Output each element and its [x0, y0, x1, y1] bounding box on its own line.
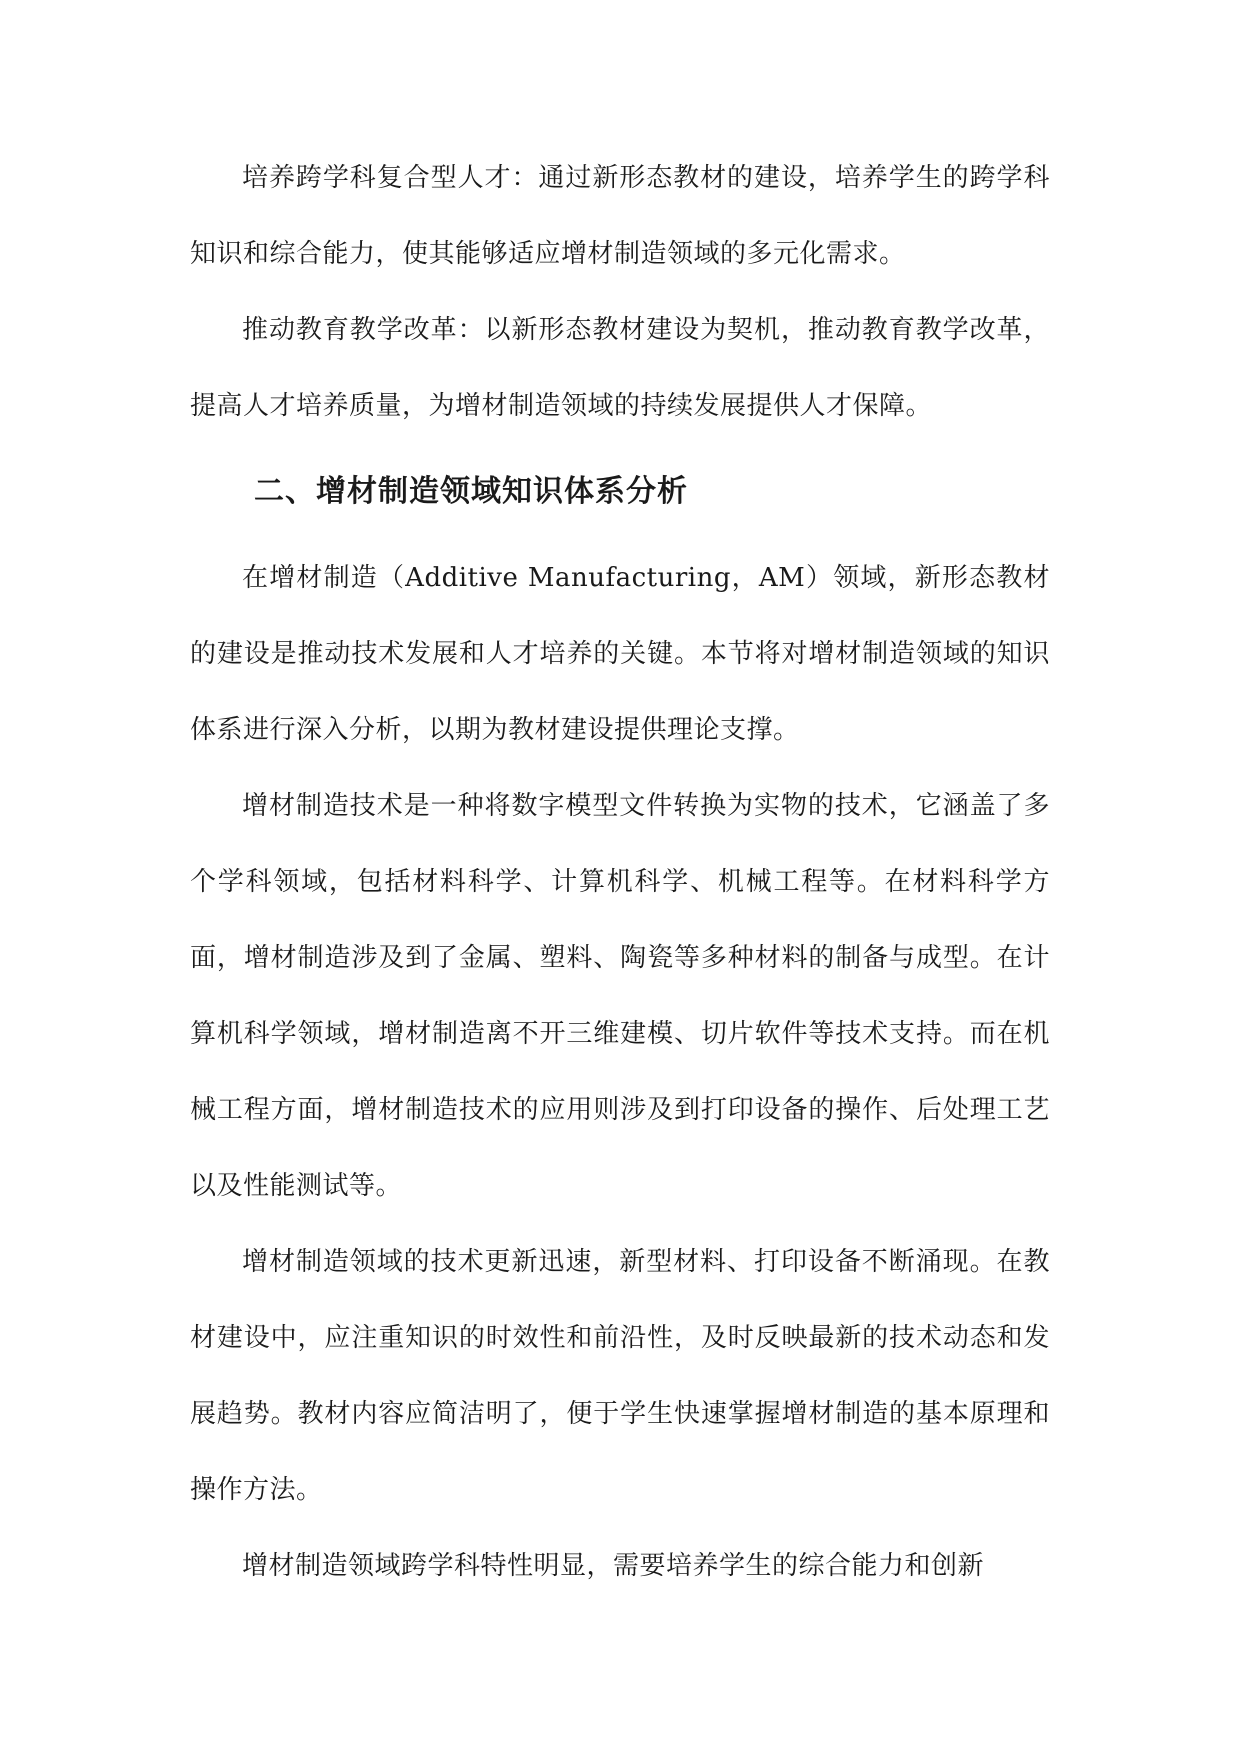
paragraph-education-reform: 推动教育教学改革：以新形态教材建设为契机，推动教育教学改革，提高人才培养质量，为增材制造领域的持续发展提供人才保障。 — [190, 315, 1050, 421]
paragraph-am-interdisciplinary: 增材制造领域跨学科特性明显，需要培养学生的综合能力和创新 — [242, 1551, 985, 1581]
document-body — [190, 140, 1050, 1604]
paragraph-am-intro: 在增材制造（Additive Manufacturing，AM）领域，新形态教材的建设是推动技术发展和人才培养的关键。本节将对增材制造领域的知识体系进行深入分析，以期为教材建设提供理论支撑。 — [190, 563, 1050, 745]
section-heading: 二、增材制造领域知识体系分析 — [254, 474, 688, 509]
paragraph-am-updates: 增材制造领域的技术更新迅速，新型材料、打印设备不断涌现。在教材建设中，应注重知识的时效性和前沿性，及时反映最新的技术动态和发展趋势。教材内容应简洁明了，便于学生快速掌握增材制造的基本原理和操作方法。 — [190, 1247, 1050, 1505]
paragraph-interdisciplinary-talent: 培养跨学科复合型人才：通过新形态教材的建设，培养学生的跨学科知识和综合能力，使其能够适应增材制造领域的多元化需求。 — [190, 163, 1050, 269]
paragraph-am-technology: 增材制造技术是一种将数字模型文件转换为实物的技术，它涵盖了多个学科领域，包括材料科学、计算机科学、机械工程等。在材料科学方面，增材制造涉及到了金属、塑料、陶瓷等多种材料的制备与成型。在计算机科学领域，增材制造离不开三维建模、切片软件等技术支持。而在机械工程方面，增材制造技术的应用则涉及到打印设备的操作、后处理工艺以及性能测试等。 — [190, 791, 1050, 1201]
